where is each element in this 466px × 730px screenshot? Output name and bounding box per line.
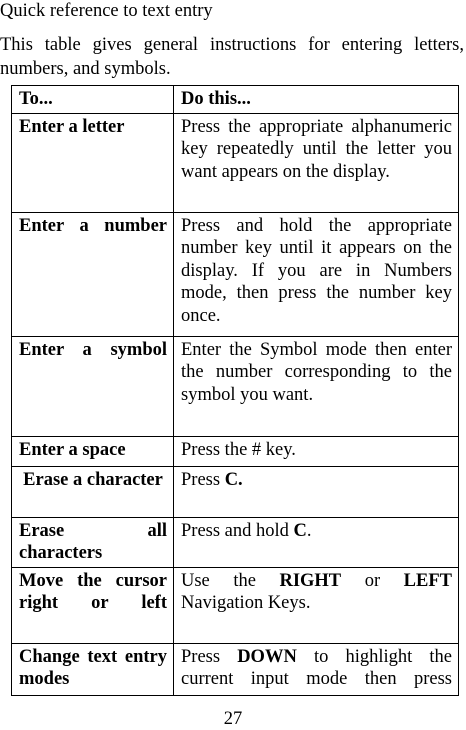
table-row bbox=[12, 336, 459, 436]
key-name: C bbox=[293, 520, 307, 541]
instruction-text: or bbox=[341, 570, 404, 591]
row-action-enter-letter: Enter a letter bbox=[12, 113, 174, 212]
row-action-erase-all: Erase all characters bbox=[12, 517, 174, 567]
table-row bbox=[12, 436, 459, 466]
header-do-this: Do this... bbox=[174, 86, 459, 114]
table-row bbox=[12, 212, 459, 336]
row-action-move-cursor: Move the cursor right or left bbox=[12, 567, 174, 643]
table-row bbox=[12, 567, 459, 643]
row-action-change-mode: Change text entry modes bbox=[12, 643, 174, 695]
row-instruction-change-mode bbox=[174, 643, 459, 695]
row-instruction-erase-all bbox=[174, 517, 459, 567]
row-action-enter-symbol: Enter a symbol bbox=[12, 336, 174, 436]
key-name: RIGHT bbox=[279, 570, 342, 591]
table-row bbox=[12, 113, 459, 212]
table-row bbox=[12, 643, 459, 695]
row-instruction-enter-letter: Press the appropriate alphanumeric key repeatedly until the letter you want appears on the display. bbox=[174, 113, 459, 212]
section-heading: Quick reference to text entry bbox=[0, 1, 213, 21]
instruction-text: Use the bbox=[181, 570, 280, 591]
instruction-text: Press bbox=[181, 469, 225, 490]
row-instruction-erase-character bbox=[174, 466, 459, 517]
instruction-text: Press and hold bbox=[181, 520, 294, 541]
key-name: DOWN bbox=[237, 646, 297, 667]
text-entry-reference-table bbox=[11, 85, 459, 696]
row-action-enter-number: Enter a number bbox=[12, 212, 174, 336]
row-action-enter-space: Enter a space bbox=[12, 436, 174, 466]
intro-paragraph: This table gives general instructions for entering letters, numbers, and symbols. bbox=[0, 35, 464, 79]
row-instruction-enter-space: Press the # key. bbox=[174, 436, 459, 466]
row-action-erase-character: Erase a character bbox=[12, 466, 174, 517]
row-instruction-enter-symbol: Enter the Symbol mode then enter the number corresponding to the symbol you want. bbox=[174, 336, 459, 436]
row-instruction-move-cursor bbox=[174, 567, 459, 643]
instruction-text: to highlight the current input mode then press bbox=[181, 646, 452, 689]
instruction-text: Navigation Keys. bbox=[181, 593, 311, 613]
key-name: LEFT bbox=[403, 570, 452, 591]
instruction-text: . bbox=[306, 520, 312, 541]
key-name: C. bbox=[224, 469, 243, 490]
table-row bbox=[12, 466, 459, 517]
instruction-text: Press bbox=[181, 646, 238, 667]
header-to: To... bbox=[12, 86, 174, 114]
row-instruction-enter-number: Press and hold the appropriate number key until it appears on the display. If you are in Numbers mode, then press the number key once. bbox=[174, 212, 459, 336]
table-header-row bbox=[12, 86, 459, 114]
page-number: 27 bbox=[223, 709, 243, 729]
table-row bbox=[12, 517, 459, 567]
